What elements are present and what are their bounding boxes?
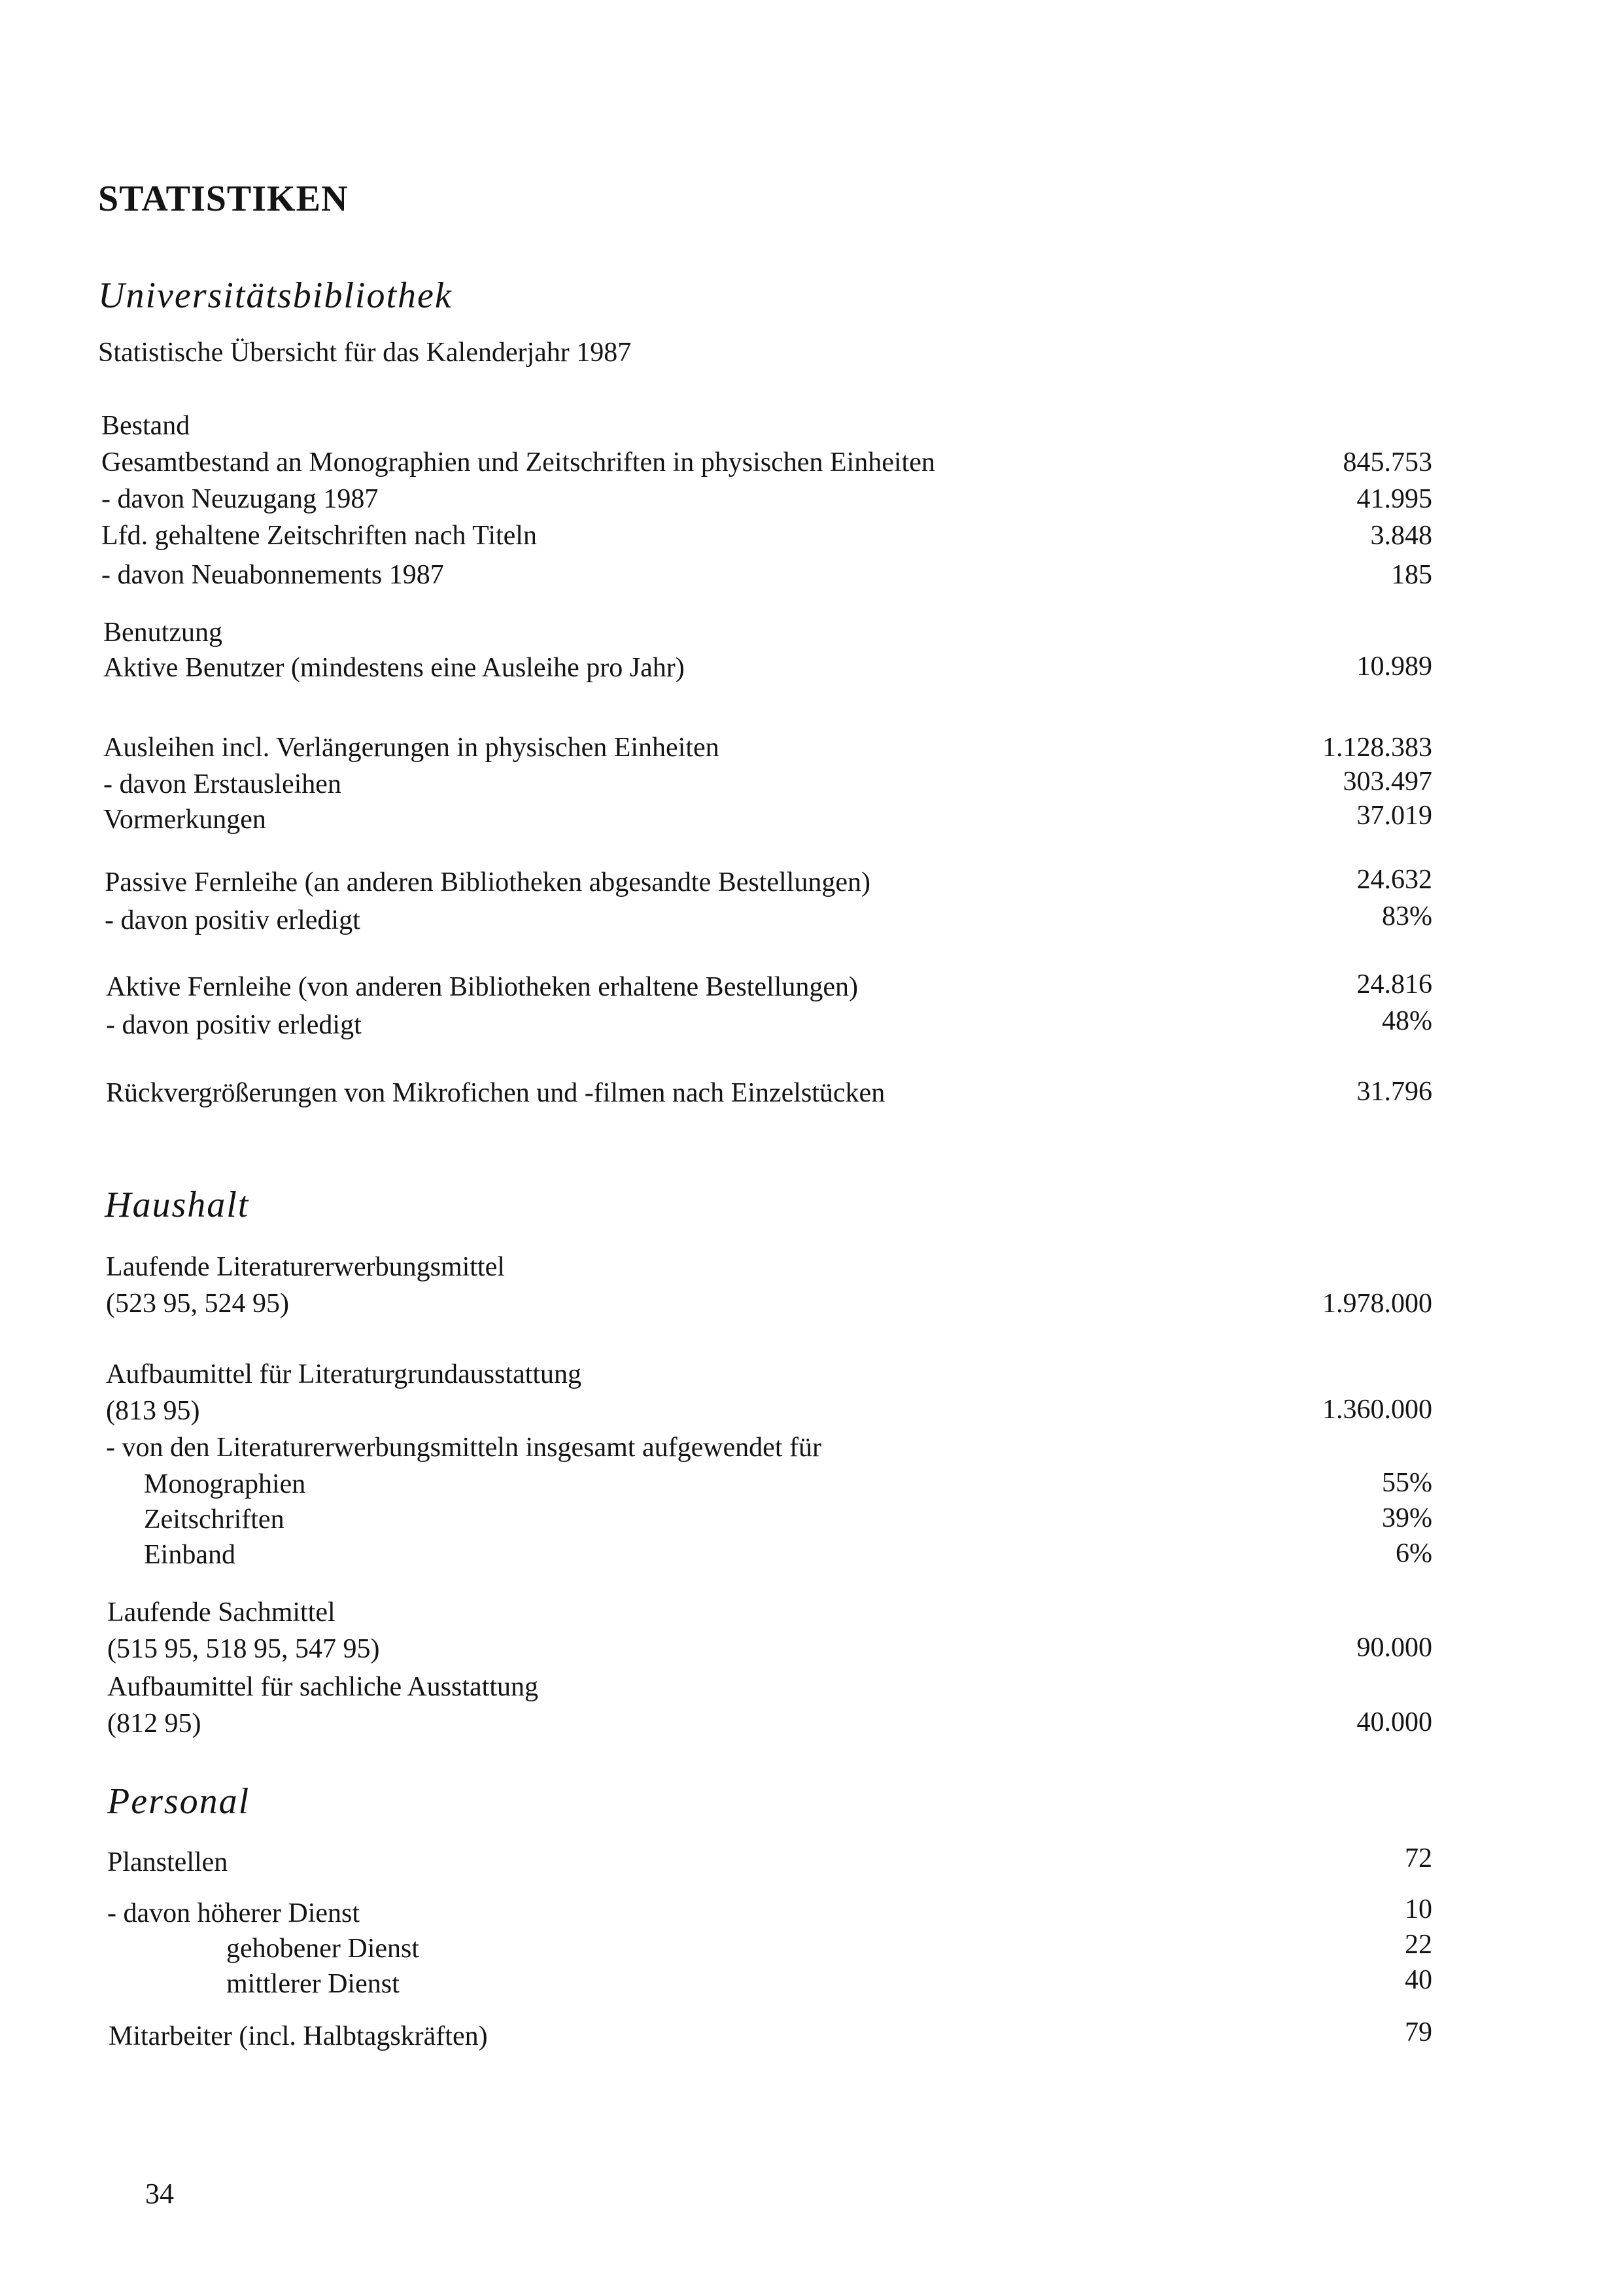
personal-row-label: mittlerer Dienst (226, 1969, 400, 1999)
haushalt-sachaus-label: Aufbaumittel für sachliche Ausstattung (107, 1672, 539, 1702)
row-value: 1.128.383 (1322, 733, 1432, 763)
row-value: 41.995 (1356, 484, 1432, 514)
split-label: Einband (144, 1540, 235, 1570)
row-label: Ausleihen incl. Verlängerungen in physischen Einheiten (103, 733, 719, 763)
split-label: Zeitschriften (144, 1505, 284, 1535)
split-value: 6% (1396, 1539, 1432, 1569)
personal-row-label: gehobener Dienst (226, 1934, 420, 1964)
haushalt-sach-label: Laufende Sachmittel (107, 1597, 335, 1627)
personal-row-value: 10 (1405, 1894, 1432, 1924)
split-label: Monographien (144, 1469, 306, 1499)
personal-mitarbeiter-label: Mitarbeiter (incl. Halbtagskräften) (109, 2021, 488, 2051)
personal-row-value: 22 (1405, 1930, 1432, 1960)
row-value: 10.989 (1356, 652, 1432, 682)
bestand-heading: Bestand (101, 411, 190, 441)
split-value: 55% (1382, 1468, 1432, 1498)
row-label: - davon Neuzugang 1987 (101, 484, 379, 514)
row-label: Aktive Benutzer (mindestens eine Ausleihe pro Jahr) (103, 653, 685, 683)
personal-mitarbeiter-value: 79 (1405, 2017, 1432, 2047)
row-value: 185 (1391, 560, 1432, 590)
row-value: 48% (1382, 1006, 1432, 1036)
row-label: - davon Erstausleihen (103, 769, 341, 799)
split-value: 39% (1382, 1503, 1432, 1533)
subtitle: Statistische Übersicht für das Kalenderjahr 1987 (98, 338, 632, 368)
personal-planstellen-value: 72 (1405, 1843, 1432, 1873)
haushalt-aufgewendet: - von den Literaturerwerbungsmitteln insgesamt aufgewendet für (106, 1433, 821, 1463)
haushalt-aufbau-value: 1.360.000 (1322, 1395, 1432, 1425)
row-value: 303.497 (1343, 767, 1432, 797)
page-number: 34 (145, 2178, 174, 2210)
row-label: - davon positiv erledigt (105, 905, 360, 935)
benutzung-heading: Benutzung (103, 617, 222, 648)
personal-row-label: - davon höherer Dienst (107, 1898, 360, 1928)
row-value: 24.632 (1356, 865, 1432, 895)
row-label: - davon positiv erledigt (106, 1010, 362, 1040)
row-label: Vormerkungen (103, 805, 266, 835)
row-value: 3.848 (1370, 521, 1432, 551)
row-label: Gesamtbestand an Monographien und Zeitschriften in physischen Einheiten (101, 447, 935, 478)
row-value: 24.816 (1356, 969, 1432, 1000)
haushalt-sachaus-value: 40.000 (1356, 1707, 1432, 1737)
section-heading-haushalt: Haushalt (105, 1185, 250, 1225)
row-value: 31.796 (1356, 1077, 1432, 1107)
haushalt-sachaus-code: (812 95) (107, 1709, 201, 1739)
row-value: 83% (1382, 901, 1432, 931)
personal-row-value: 40 (1405, 1965, 1432, 1995)
row-value: 845.753 (1343, 447, 1432, 478)
haushalt-lit-value: 1.978.000 (1322, 1289, 1432, 1319)
row-label: Rückvergrößerungen von Mikrofichen und -filmen nach Einzelstücken (106, 1078, 885, 1108)
personal-planstellen-label: Planstellen (107, 1847, 228, 1877)
row-label: Lfd. gehaltene Zeitschriften nach Titeln (101, 521, 537, 551)
haushalt-lit-code: (523 95, 524 95) (106, 1289, 289, 1319)
haushalt-sach-value: 90.000 (1356, 1633, 1432, 1663)
row-label: Passive Fernleihe (an anderen Bibliotheken abgesandte Bestellungen) (105, 867, 870, 897)
section-heading-universitaetsbibliothek: Universitätsbibliothek (98, 275, 453, 316)
haushalt-aufbau-label: Aufbaumittel für Literaturgrundausstattung (106, 1359, 582, 1389)
section-heading-personal: Personal (107, 1781, 250, 1822)
haushalt-sach-code: (515 95, 518 95, 547 95) (107, 1634, 380, 1664)
row-value: 37.019 (1356, 801, 1432, 831)
haushalt-lit-label: Laufende Literaturerwerbungsmittel (106, 1252, 505, 1282)
page-title: STATISTIKEN (98, 179, 349, 219)
row-label: Aktive Fernleihe (von anderen Bibliotheken erhaltene Bestellungen) (106, 972, 858, 1002)
haushalt-aufbau-code: (813 95) (106, 1396, 200, 1426)
row-label: - davon Neuabonnements 1987 (101, 560, 444, 590)
